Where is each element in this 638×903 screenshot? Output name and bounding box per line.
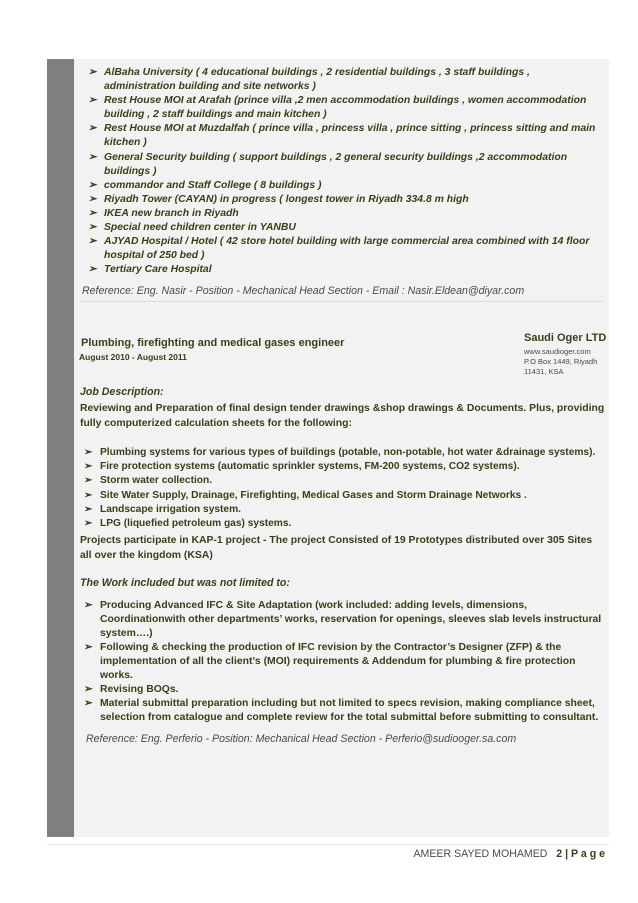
arrow-bullet-icon: ➢ <box>84 447 93 458</box>
list-item: ➢ LPG (liquefied petroleum gas) systems. <box>100 517 605 531</box>
list-item: ➢ Rest House MOI at Arafah (prince villa ,2 men accommodation buildings , women accommodation building , 2 staff buildings and main kitchen ) <box>88 95 587 121</box>
list-item: ➢ Landscape irrigation system. <box>100 503 605 517</box>
list-item: ➢ IKEA new branch in Riyadh <box>104 207 604 221</box>
list-item: ➢ AlBaha University ( 4 educational buildings , 2 residential buildings , 3 staff buildings , administration building and site networks ) <box>88 67 530 93</box>
list-item: ➢ General Security building ( support buildings , 2 general security buildings ,2 accommodation buildings ) <box>88 151 568 177</box>
footer-name: AMEER SAYED MOHAMED <box>413 848 548 860</box>
job-dates: August 2010 - August 2011 <box>79 352 187 362</box>
list-item: ➢ AJYAD Hospital / Hotel ( 42 store hotel building with large commercial area combined with 14 floor hospital of 250 bed ) <box>88 236 590 262</box>
section-sidebar <box>47 59 74 837</box>
company-website: www.saudioger.com <box>524 347 591 356</box>
page-number: 2 | P a g e <box>556 848 605 860</box>
footer-divider <box>47 844 609 845</box>
arrow-bullet-icon: ➢ <box>88 67 97 78</box>
list-item: ➢ Rest House MOI at Muzdalfah ( prince villa , princess villa , prince sitting , princess sitting and main kitchen ) <box>88 123 596 149</box>
arrow-bullet-icon: ➢ <box>84 600 93 611</box>
list-item: ➢ Tertiary Care Hospital <box>104 263 604 277</box>
list-item: ➢ Plumbing systems for various types of buildings (potable, non-potable, hot water &drainage systems). <box>100 446 605 460</box>
list-item: ➢ Revising BOQs. <box>84 684 179 695</box>
arrow-bullet-icon: ➢ <box>84 698 93 709</box>
arrow-bullet-icon: ➢ <box>84 489 93 501</box>
reference-2: Reference: Eng. Perferio - Position: Mechanical Head Section - Perferio@sudiooger.sa.com <box>86 733 517 745</box>
arrow-bullet-icon: ➢ <box>84 503 93 515</box>
arrow-bullet-icon: ➢ <box>88 179 97 191</box>
job-description-text: Reviewing and Preparation of final design tender drawings &shop drawings & Documents. Plus, providing fully computerized calculation sheets for the following: <box>80 403 605 429</box>
previous-projects-list <box>88 66 604 277</box>
arrow-bullet-icon: ➢ <box>84 461 93 473</box>
page-footer <box>413 848 605 860</box>
arrow-bullet-icon: ➢ <box>84 642 93 653</box>
job-description-heading: Job Description: <box>80 386 164 398</box>
list-item: ➢ Special need children center in YANBU <box>104 221 604 235</box>
list-item: ➢ commandor and Staff College ( 8 buildings ) <box>104 179 604 193</box>
company-address: P.O Box 1449, Riyadh <box>524 357 598 366</box>
job-title: Plumbing, firefighting and medical gases engineer <box>81 337 345 349</box>
work-items-list <box>84 599 605 725</box>
systems-list <box>84 446 605 531</box>
reference-1: Reference: Eng. Nasir - Position - Mechanical Head Section - Email : Nasir.Eldean@diyar.com <box>82 285 525 297</box>
arrow-bullet-icon: ➢ <box>88 193 97 205</box>
list-item: ➢ Following & checking the production of IFC revision by the Contractor’s Designer (ZFP) & the implementation of all the client’s (MOI) requirements & Addendum for plumbing & fire protection works. <box>84 642 576 681</box>
arrow-bullet-icon: ➢ <box>88 264 97 276</box>
list-item: ➢ Producing Advanced IFC & Site Adaptation (work included: adding levels, dimensions, Coordinationwith other departments’ works, reservation for openings, sleeves slab levels instructural system….) <box>84 600 602 639</box>
arrow-bullet-icon: ➢ <box>84 475 93 487</box>
work-included-heading: The Work included but was not limited to: <box>80 577 290 589</box>
arrow-bullet-icon: ➢ <box>88 151 97 163</box>
list-item: ➢ Site Water Supply, Drainage, Firefighting, Medical Gases and Storm Drainage Networks . <box>100 489 605 503</box>
list-item: ➢ Fire protection systems (automatic sprinkler systems, FM-200 systems, CO2 systems). <box>100 460 605 474</box>
kap-project-text: Projects participate in KAP-1 project - The project Consisted of 19 Prototypes distributed over 305 Sites all over the kingdom (KSA) <box>80 535 593 561</box>
sidebar-label: WORK EXPERIENCE <box>2 345 21 545</box>
arrow-bullet-icon: ➢ <box>88 222 97 234</box>
list-item: ➢ Riyadh Tower (CAYAN) in progress ( longest tower in Riyadh 334.8 m high <box>104 193 604 207</box>
company-postal: 11431, KSA <box>524 367 564 376</box>
arrow-bullet-icon: ➢ <box>84 518 93 530</box>
arrow-bullet-icon: ➢ <box>88 236 97 248</box>
divider <box>80 301 603 302</box>
list-item: ➢ Material submittal preparation including but not limited to specs revision, making compliance sheet, selection from catalogue and complete review for the total submittal before submitting to consultant. <box>84 698 599 723</box>
arrow-bullet-icon: ➢ <box>88 95 97 107</box>
arrow-bullet-icon: ➢ <box>88 207 97 219</box>
list-item: ➢ Storm water collection. <box>100 474 605 488</box>
arrow-bullet-icon: ➢ <box>84 684 93 695</box>
company-name: Saudi Oger LTD <box>524 332 607 344</box>
arrow-bullet-icon: ➢ <box>88 123 97 135</box>
